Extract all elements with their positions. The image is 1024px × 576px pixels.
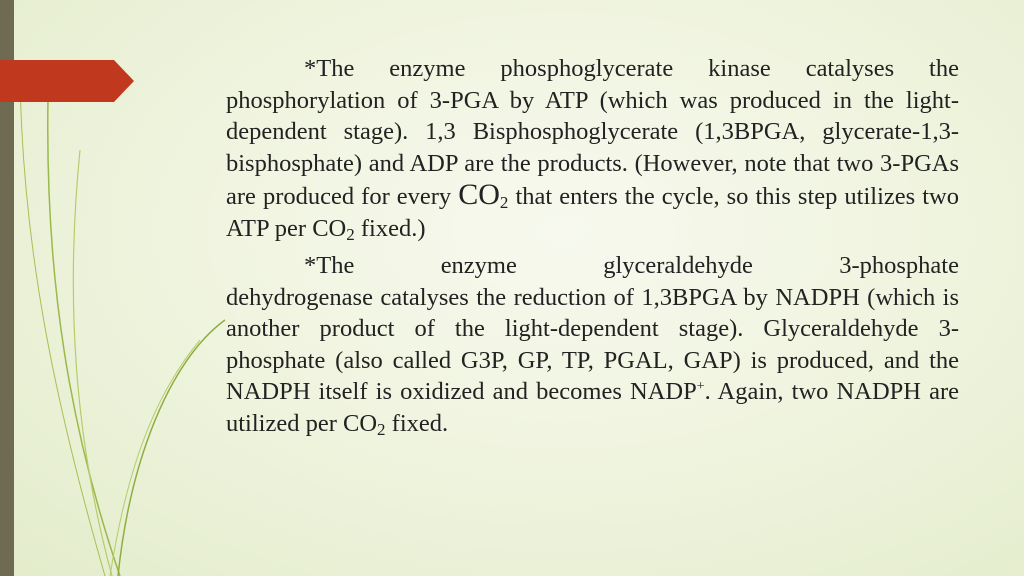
superscript: + xyxy=(696,379,705,394)
paragraph-text: that enters the cycle, so this step utilizes two ATP per CO xyxy=(226,183,959,242)
lead-word: glyceraldehyde xyxy=(603,252,753,279)
subscript: 2 xyxy=(346,224,355,244)
paragraph-kinase xyxy=(226,53,959,244)
co-symbol: CO xyxy=(458,178,500,211)
paragraph-dehydrogenase-lead xyxy=(226,250,959,282)
paragraph-text: fixed. xyxy=(385,409,449,437)
lead-word: *The xyxy=(304,252,355,279)
lead-word: enzyme xyxy=(440,252,517,279)
slide-body xyxy=(226,53,959,445)
paragraph-text: dehydrogenase catalyses the reduction of 1,3BPGA by NADPH (which is another product of the light-dependent stage). Glyceraldehyde 3-phosphate (also called G3P, GP, TP, PGAL, GAP) is produced, and the NADPH itself is oxidized and becomes NADP xyxy=(226,283,959,405)
paragraph-text: . Again, two NADPH are utilized per CO xyxy=(226,378,960,437)
subscript: 2 xyxy=(377,419,386,439)
co2-formula xyxy=(458,178,508,211)
paragraph-text: *The enzyme phosphoglycerate kinase catalyses the phosphorylation of 3-PGA by ATP (which was produced in the light-dependent stage). 1,3 Bisphosphoglycerate (1,3BPGA, glycerate-1,3-bisphosphate) and ADP are the products. (However, note that two 3-PGAs are produced for every xyxy=(226,55,959,210)
paragraph-text: fixed.) xyxy=(354,214,426,242)
paragraph-dehydrogenase xyxy=(226,282,959,440)
title-accent-arrow xyxy=(0,60,134,102)
lead-word: 3-phosphate xyxy=(839,252,959,279)
subscript: 2 xyxy=(499,193,509,212)
